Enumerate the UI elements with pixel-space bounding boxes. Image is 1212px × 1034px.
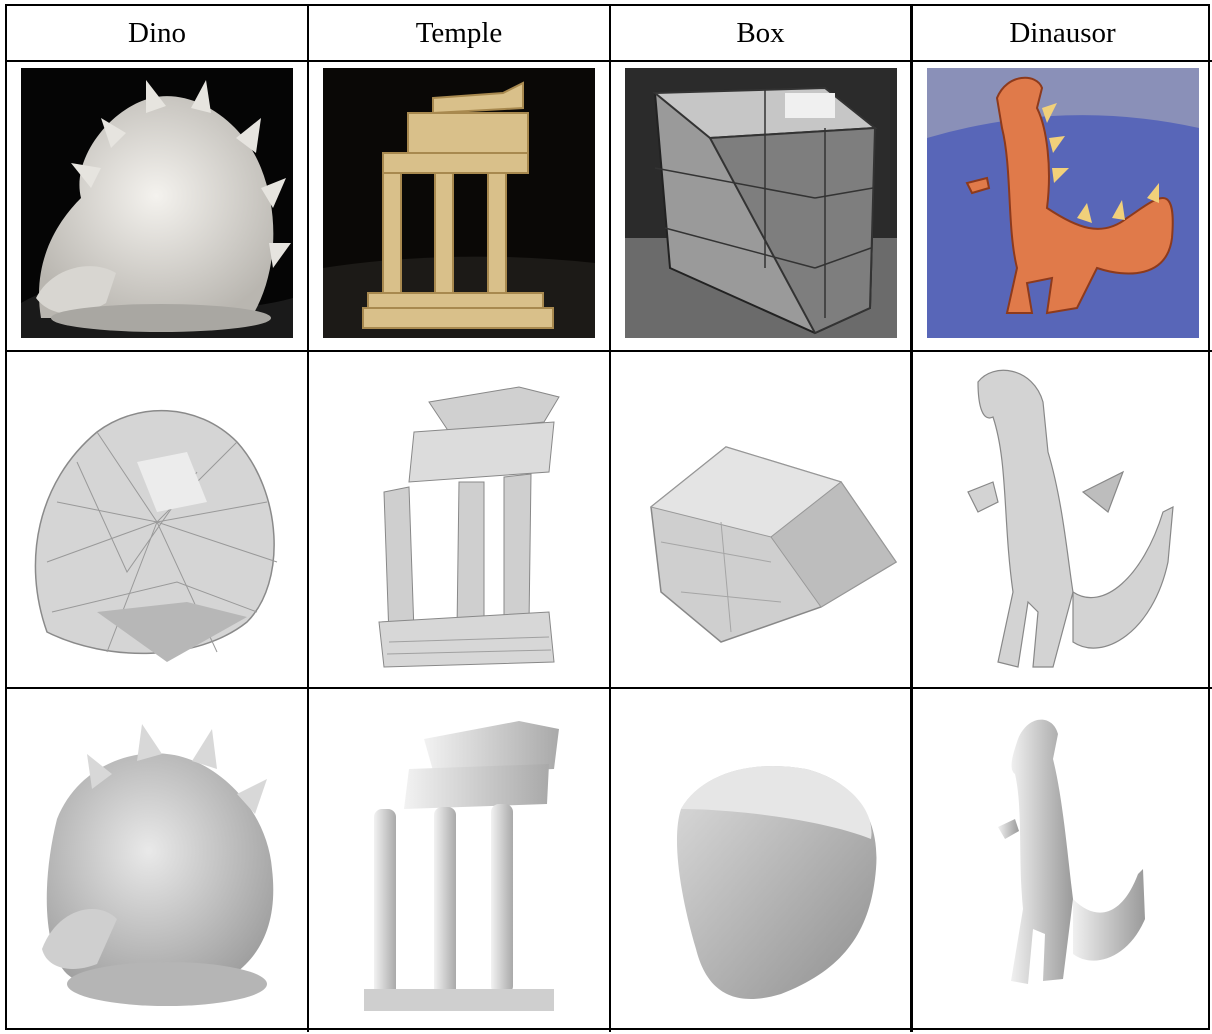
- results-table: [5, 4, 1210, 1030]
- mesh-cell-temple: [309, 352, 611, 689]
- smooth-cell-temple: [309, 689, 611, 1032]
- dino-smooth: [17, 699, 299, 1016]
- mesh-cell-dino: [7, 352, 309, 689]
- dino-photo: [21, 68, 293, 338]
- temple-mesh: [319, 362, 601, 679]
- column-header-box: Box: [611, 6, 913, 62]
- smooth-cell-dinausor: [913, 689, 1212, 1032]
- column-header-dinausor: Dinausor: [913, 6, 1212, 62]
- box-photo: [625, 68, 897, 338]
- column-header-temple: Temple: [309, 6, 611, 62]
- photo-cell-box: [611, 62, 913, 352]
- photo-cell-dino: [7, 62, 309, 352]
- smooth-cell-box: [611, 689, 913, 1032]
- mesh-cell-box: [611, 352, 913, 689]
- dinausor-smooth: [923, 699, 1205, 1016]
- dino-mesh: [17, 362, 299, 679]
- box-smooth: [621, 699, 903, 1016]
- box-mesh: [621, 362, 903, 679]
- photo-cell-temple: [309, 62, 611, 352]
- smooth-cell-dino: [7, 689, 309, 1032]
- column-header-dino: Dino: [7, 6, 309, 62]
- mesh-cell-dinausor: [913, 352, 1212, 689]
- temple-smooth: [319, 699, 601, 1016]
- dinausor-mesh: [923, 362, 1205, 679]
- temple-photo: [323, 68, 595, 338]
- photo-cell-dinausor: [913, 62, 1212, 352]
- dinausor-photo: [927, 68, 1199, 338]
